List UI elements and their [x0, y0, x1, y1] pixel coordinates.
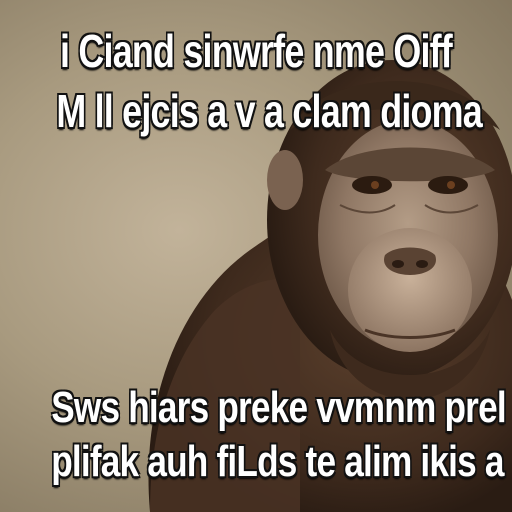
caption-bottom-line-1: Sws hiars preke vvmnm prel: [51, 383, 506, 432]
ape-nose: [384, 248, 436, 276]
caption-top-line-2: M ll ejcis a v a clam dioma: [56, 85, 482, 137]
ape-ear: [267, 150, 303, 210]
ape-muzzle: [348, 228, 472, 352]
caption-top-line-1: i Ciand sinwrfe nme Oiff: [60, 25, 452, 77]
caption-bottom-line-2: plifak auh fiLds te alim ikis a: [51, 437, 504, 486]
